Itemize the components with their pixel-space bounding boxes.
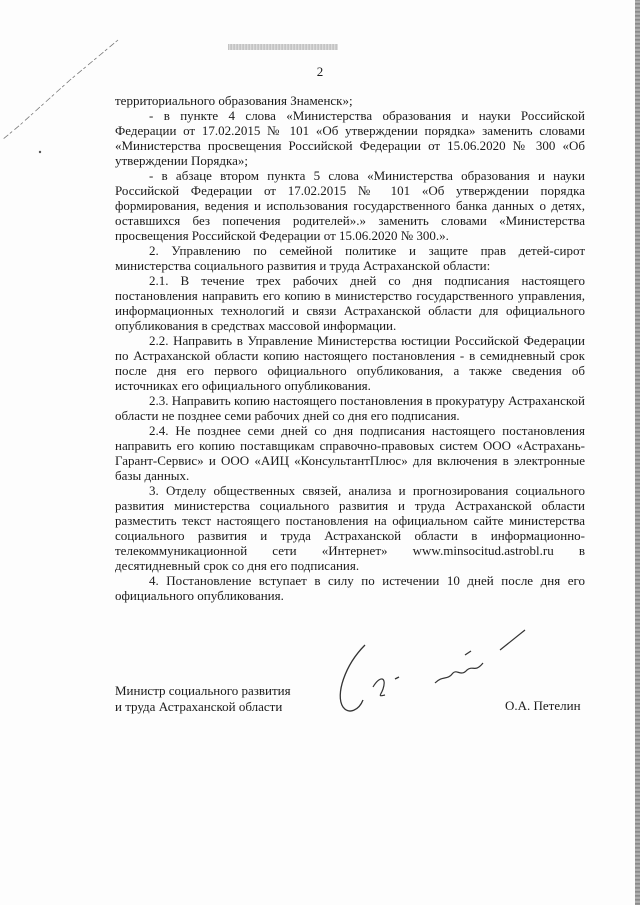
paragraph: - в абзаце втором пункта 5 слова «Министерства образования и науки Российской Федерации от 17.02.2015 № 101 «Об утверждении порядка формирования, ведения и использования государственного банка данных о детях, оставшихся без попечения родителей».» заменить словами «Министерства просвещения Российской Федерации от 15.06.2020 № 300.». xyxy=(115,168,585,243)
scan-smudge xyxy=(228,44,338,50)
paragraph: - в пункте 4 слова «Министерства образования и науки Российской Федерации от 17.02.2015 № 101 «Об утверждении порядка» заменить словами «Министерства просвещения Российской Федерации от 15.06.2020 № 300 «Об утверждении Порядка»; xyxy=(115,108,585,168)
scan-artifact-line xyxy=(0,0,120,160)
paragraph: 2.1. В течение трех рабочих дней со дня подписания настоящего постановления направить его копию в министерство государственного управления, информационных технологий и связи Астраханской области для официального опубликования в средствах массовой информации. xyxy=(115,273,585,333)
signatory-name: О.А. Петелин xyxy=(505,698,581,713)
signatory-position-line: Министр социального развития xyxy=(115,683,291,698)
signatory-position xyxy=(115,683,291,715)
paragraph: 3. Отделу общественных связей, анализа и прогнозирования социального развития министерства социального развития и труда Астраханской области разместить текст настоящего постановления на официальном сайте министерства социального развития и труда Астраханской области в информационно-телекоммуникационной сети «Интернет» www.minsocitud.astrobl.ru в десятидневный срок со дня его подписания. xyxy=(115,483,585,573)
paragraph: территориального образования Знаменск»; xyxy=(115,93,353,108)
paragraph: 2.2. Направить в Управление Министерства юстиции Российской Федерации по Астраханской области копию настоящего постановления - в семидневный срок после дня его первого официального опубликования, а также сведения об источниках его официального опубликования. xyxy=(115,333,585,393)
page-number: 2 xyxy=(316,64,324,79)
document-body xyxy=(115,93,585,603)
paragraph: 2.3. Направить копию настоящего постановления в прокуратуру Астраханской области не позднее семи рабочих дней со дня его подписания. xyxy=(115,393,585,423)
paragraph: 4. Постановление вступает в силу по истечении 10 дней после дня его официального опубликования. xyxy=(115,573,585,603)
scan-edge xyxy=(635,0,640,905)
paragraph: 2.4. Не позднее семи дней со дня подписания настоящего постановления направить его копию поставщикам справочно-правовых систем ООО «Астрахань-Гарант-Сервис» и ООО «АИЦ «КонсультантПлюс» для включения в электронные базы данных. xyxy=(115,423,585,483)
paragraph: 2. Управлению по семейной политике и защите прав детей-сирот министерства социального развития и труда Астраханской области: xyxy=(115,243,585,273)
signatory-position-line: и труда Астраханской области xyxy=(115,699,283,714)
